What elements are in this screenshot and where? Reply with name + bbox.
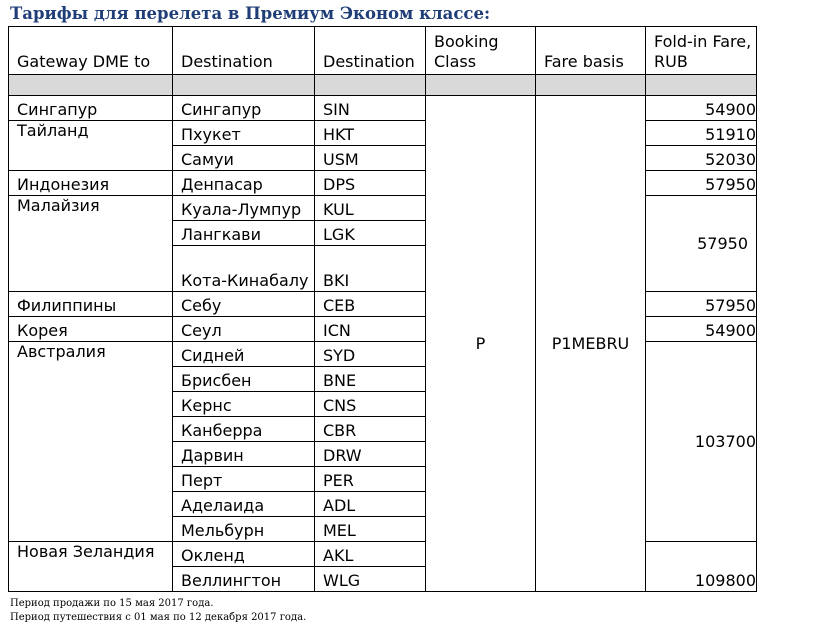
city-cell: Самуи [173, 146, 315, 171]
code-cell: KUL [315, 196, 426, 221]
city-cell: Кернс [173, 392, 315, 417]
code-cell: AKL [315, 542, 426, 567]
footnotes [10, 597, 306, 625]
code-cell: CEB [315, 292, 426, 317]
shaded-cell [173, 75, 315, 96]
country-cell: Тайланд [9, 121, 173, 171]
code-cell: CBR [315, 417, 426, 442]
header-fare-basis: Fare basis [536, 27, 646, 75]
header-destination-city: Destination [173, 27, 315, 75]
code-cell: WLG [315, 567, 426, 592]
fare-cell: 54900 [646, 96, 757, 121]
country-cell: Сингапур [9, 96, 173, 121]
code-cell: DRW [315, 442, 426, 467]
fares-table [8, 26, 757, 592]
country-cell: Австралия [9, 342, 173, 542]
header-fold-in-fare: Fold-in Fare, RUB [646, 27, 757, 75]
city-cell: Веллингтон [173, 567, 315, 592]
shaded-cell [426, 75, 536, 96]
city-cell: Лангкави [173, 221, 315, 246]
fare-cell: 57950 [646, 292, 757, 317]
country-cell: Новая Зеландия [9, 542, 173, 592]
code-cell: SYD [315, 342, 426, 367]
code-cell: LGK [315, 221, 426, 246]
country-cell: Корея [9, 317, 173, 342]
fare-cell: 109800 [646, 542, 757, 592]
code-cell: HKT [315, 121, 426, 146]
shaded-cell [536, 75, 646, 96]
city-cell: Сеул [173, 317, 315, 342]
booking-class-cell: P [426, 96, 536, 592]
city-cell: Сингапур [173, 96, 315, 121]
fare-cell: 54900 [646, 317, 757, 342]
city-cell: Куала-Лумпур [173, 196, 315, 221]
code-cell: USM [315, 146, 426, 171]
code-cell: CNS [315, 392, 426, 417]
code-cell: MEL [315, 517, 426, 542]
shaded-cell [646, 75, 757, 96]
page-title: Тарифы для перелета в Премиум Эконом классе: [10, 4, 491, 23]
code-cell: ICN [315, 317, 426, 342]
country-cell: Индонезия [9, 171, 173, 196]
city-cell: Дарвин [173, 442, 315, 467]
city-cell: Окленд [173, 542, 315, 567]
shaded-cell [315, 75, 426, 96]
code-cell: SIN [315, 96, 426, 121]
city-cell: Себу [173, 292, 315, 317]
city-cell: Сидней [173, 342, 315, 367]
fare-cell: 57950 [646, 196, 757, 292]
country-cell: Малайзия [9, 196, 173, 292]
fare-cell: 51910 [646, 121, 757, 146]
table-row [9, 96, 757, 121]
code-cell: ADL [315, 492, 426, 517]
header-booking-class: Booking Class [426, 27, 536, 75]
city-cell: Канберра [173, 417, 315, 442]
country-cell: Филиппины [9, 292, 173, 317]
city-cell: Пхукет [173, 121, 315, 146]
fare-cell: 57950 [646, 171, 757, 196]
code-cell: BKI [315, 246, 426, 292]
code-cell: PER [315, 467, 426, 492]
fare-basis-cell: P1MEBRU [536, 96, 646, 592]
fare-cell: 52030 [646, 146, 757, 171]
fare-cell: 103700 [646, 342, 757, 542]
code-cell: BNE [315, 367, 426, 392]
city-cell: Мельбурн [173, 517, 315, 542]
city-cell: Кота-Кинабалу [173, 246, 315, 292]
city-cell: Аделаида [173, 492, 315, 517]
city-cell: Перт [173, 467, 315, 492]
sales-period-note: Период продажи по 15 мая 2017 года. [10, 598, 214, 609]
header-destination-code: Destination [315, 27, 426, 75]
city-cell: Брисбен [173, 367, 315, 392]
shaded-cell [9, 75, 173, 96]
city-cell: Денпасар [173, 171, 315, 196]
table-header-row [9, 27, 757, 75]
header-gateway: Gateway DME to [9, 27, 173, 75]
shaded-separator-row [9, 75, 757, 96]
code-cell: DPS [315, 171, 426, 196]
travel-period-note: Период путешествия с 01 мая по 12 декабря 2017 года. [10, 612, 307, 623]
